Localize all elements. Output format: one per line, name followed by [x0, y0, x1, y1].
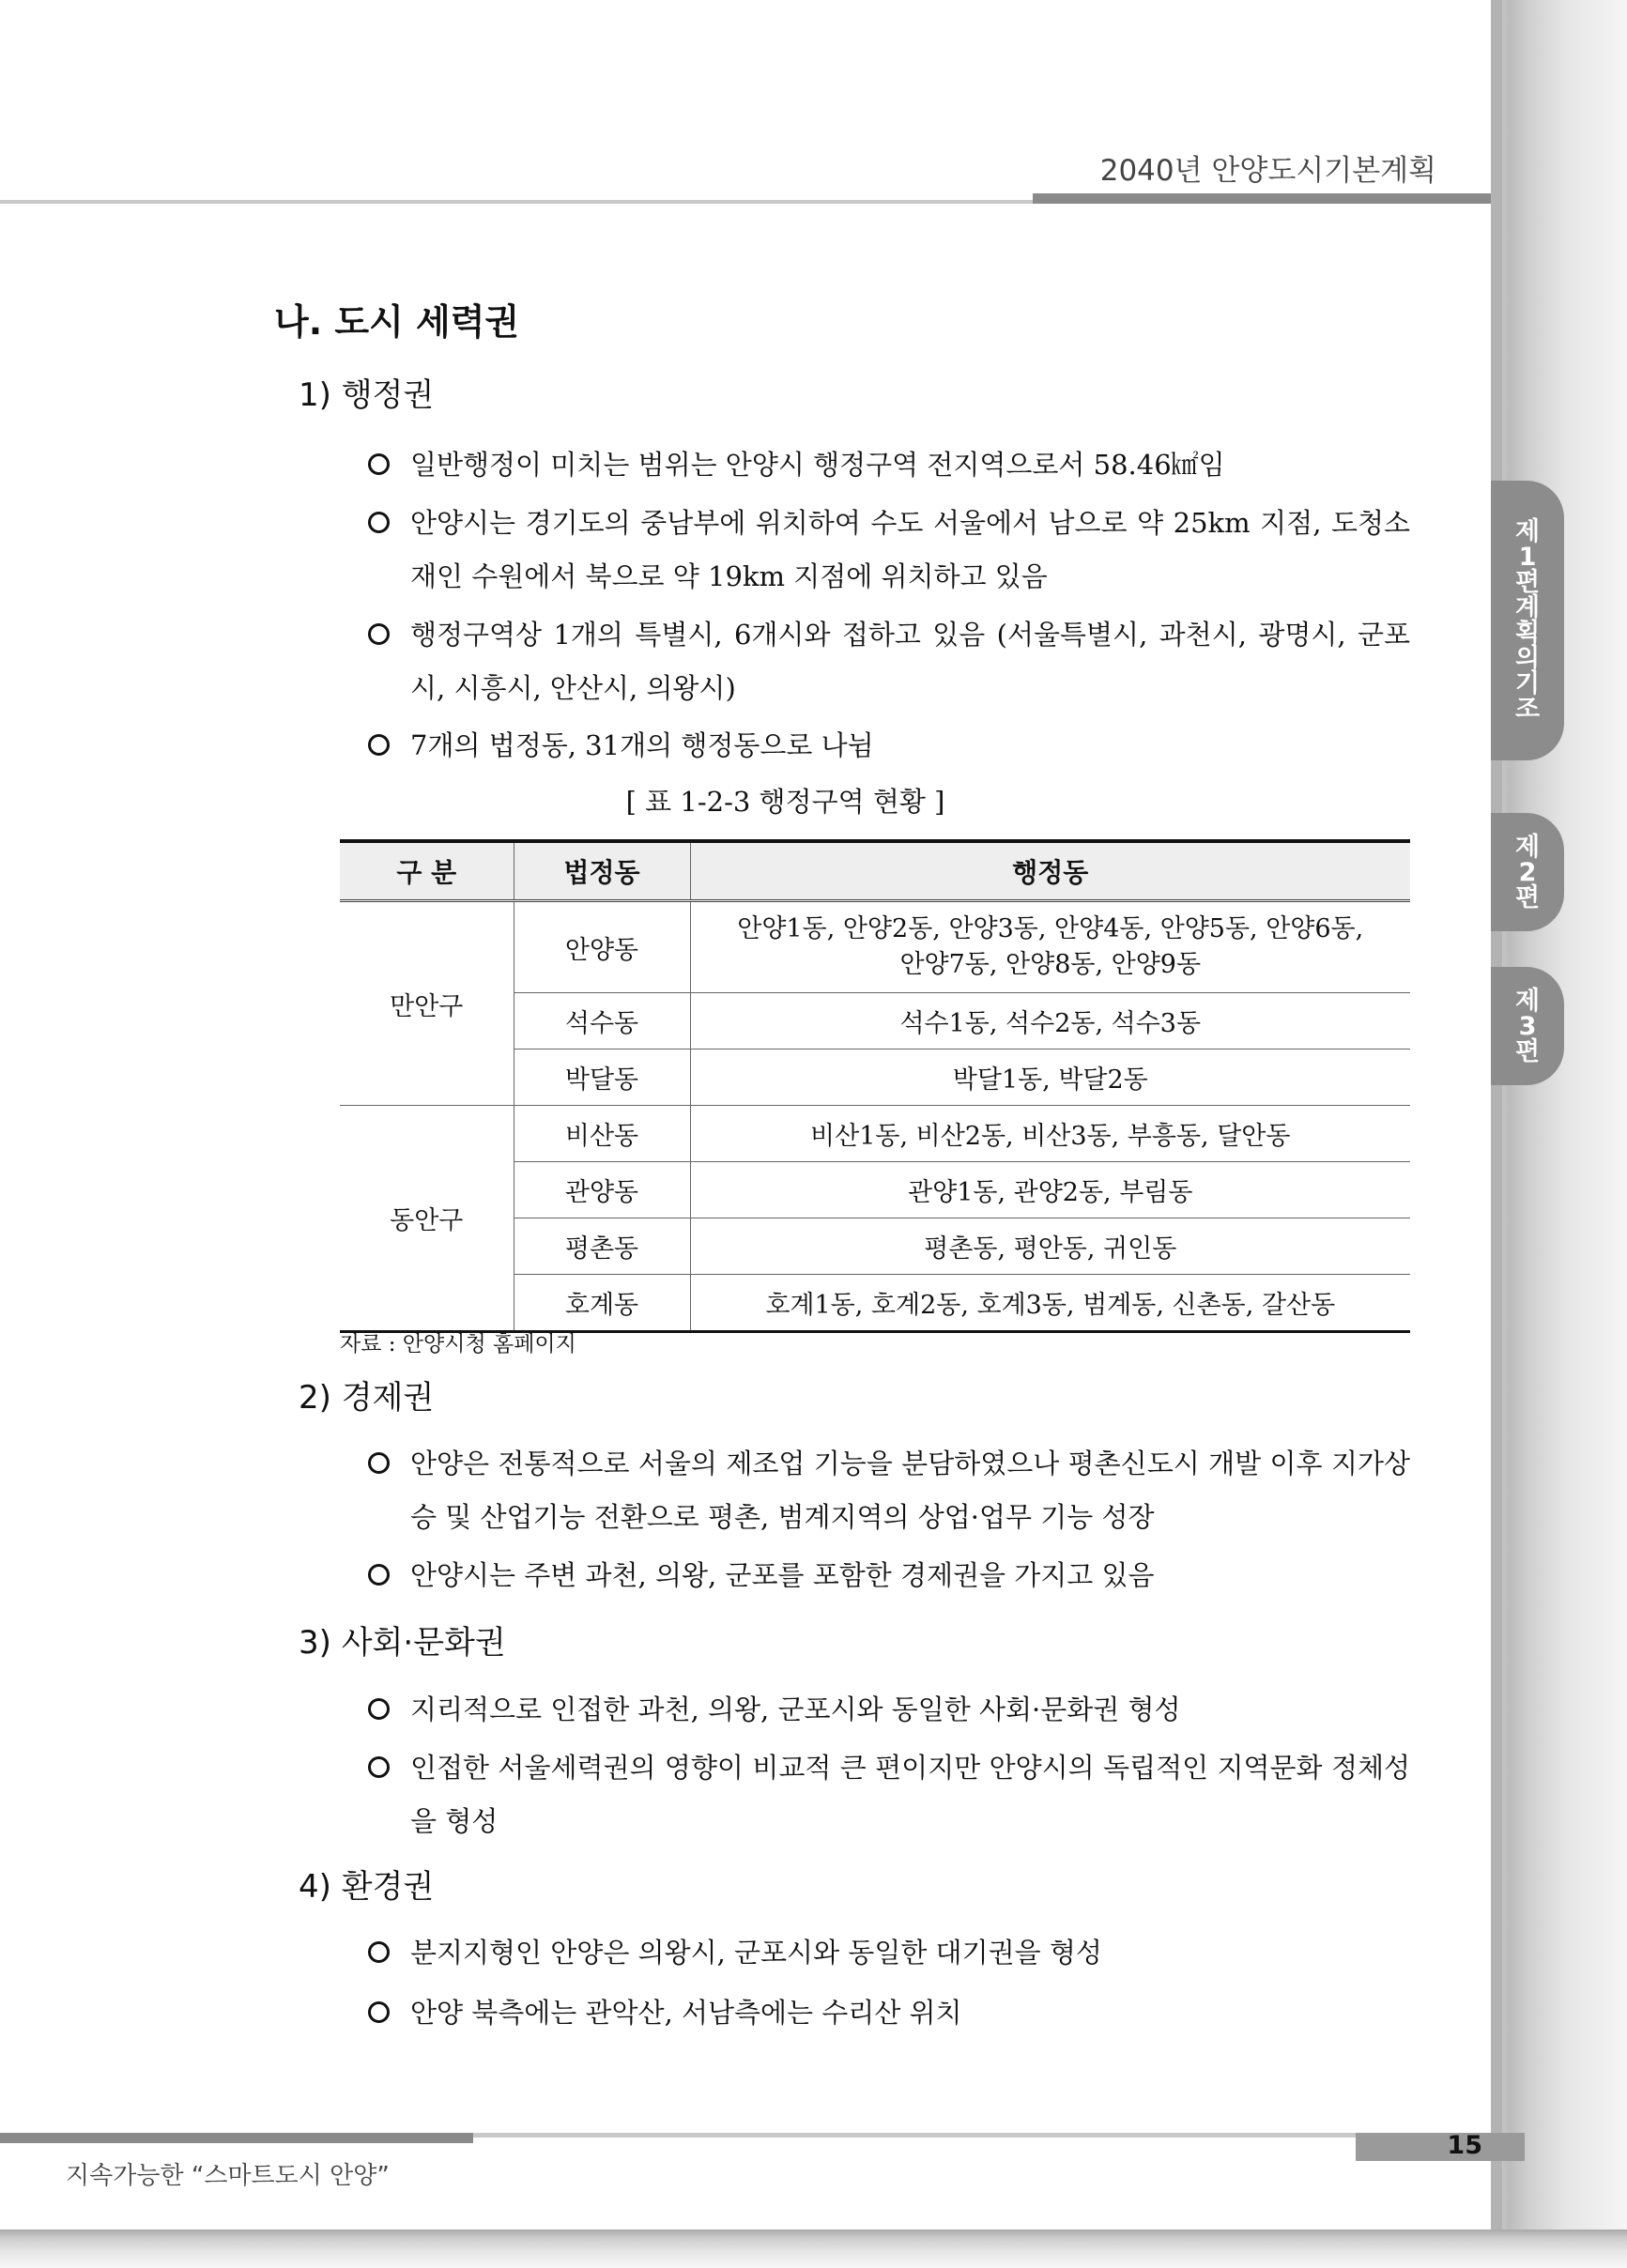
- header-title: 2040년 안양도시기본계획: [1099, 154, 1436, 188]
- table-cell-beop: 평촌동: [514, 1218, 690, 1275]
- table-caption-text: [ 표 1-2-3 행정구역 현황 ]: [625, 786, 945, 818]
- bullet-item: [368, 719, 1410, 773]
- circle-bullet-icon: [368, 512, 390, 533]
- bullet-text: 안양시는 주변 과천, 의왕, 군포를 포함한 경제권을 가지고 있음: [410, 1559, 1155, 1591]
- bullet-item: [368, 608, 1410, 715]
- bullet-item: [368, 1437, 1410, 1544]
- section-heading-economic: 2) 경제권: [299, 1379, 435, 1417]
- circle-bullet-icon: [368, 1452, 390, 1474]
- circle-bullet-icon: [368, 623, 390, 645]
- table-cell-beop: 석수동: [514, 993, 690, 1050]
- table-cell-beop: 비산동: [514, 1106, 690, 1162]
- bullet-text: 일반행정이 미치는 범위는 안양시 행정구역 전지역으로서 58.46㎢임: [410, 449, 1225, 481]
- section-heading-social-cultural: 3) 사회·문화권: [299, 1624, 506, 1662]
- side-tab-part-2-label: 제 2 편: [1514, 832, 1541, 912]
- bullet-text: 안양시는 경기도의 중남부에 위치하여 수도 서울에서 남으로 약 25km 지점, 도청소재인 수원에서 북으로 약 19km 지점에 위치하고 있음: [410, 507, 1410, 592]
- table-cell-gu: 만안구: [340, 901, 514, 1106]
- bullet-text: 분지지형인 안양은 의왕시, 군포시와 동일한 대기권을 형성: [410, 1937, 1102, 1969]
- table-cell-beop: 안양동: [514, 901, 690, 993]
- side-tab-part-2[interactable]: [1491, 813, 1564, 931]
- table-cell-haeng: 비산1동, 비산2동, 비산3동, 부흥동, 달안동: [690, 1106, 1410, 1162]
- table-cell-beop: 박달동: [514, 1050, 690, 1106]
- table-cell-haeng: [690, 901, 1410, 993]
- bullet-item: [368, 1986, 1410, 2040]
- table-cell-haeng: 박달1동, 박달2동: [690, 1050, 1410, 1106]
- header-rule-accent: [1033, 193, 1491, 204]
- table-header-row: [340, 841, 1410, 901]
- bullet-text: 행정구역상 1개의 특별시, 6개시와 접하고 있음 (서울특별시, 과천시, 광명시, 군포시, 시흥시, 안산시, 의왕시): [410, 619, 1410, 704]
- bullet-text: 7개의 법정동, 31개의 행정동으로 나뉨: [410, 729, 874, 761]
- bullet-item: [368, 497, 1410, 604]
- main-heading: 나. 도시 세력권: [274, 301, 520, 343]
- table-cell-haeng: 평촌동, 평안동, 귀인동: [690, 1218, 1410, 1275]
- table-header-cell: 법정동: [514, 841, 690, 901]
- footer-slogan: 지속가능한 “스마트도시 안양”: [66, 2162, 390, 2190]
- footer-rule-accent: [0, 2133, 473, 2143]
- table-row: [340, 1106, 1410, 1162]
- circle-bullet-icon: [368, 2001, 390, 2023]
- admin-district-table: [340, 839, 1410, 1333]
- side-tab-part-3-label: 제 3 편: [1514, 986, 1541, 1066]
- bullet-text: 안양 북측에는 관악산, 서남측에는 수리산 위치: [410, 1997, 962, 2029]
- table-caption: [0, 781, 1627, 820]
- table-source: 자료 : 안양시청 홈페이지: [340, 1332, 576, 1356]
- bullet-item: [368, 1549, 1410, 1602]
- table-cell-haeng-line: 안양7동, 안양8동, 안양9동: [899, 950, 1202, 979]
- bullet-text: 인접한 서울세력권의 영향이 비교적 큰 편이지만 안양시의 독립적인 지역문화 정체성을 형성: [410, 1752, 1410, 1837]
- bullet-text: 안양은 전통적으로 서울의 제조업 기능을 분담하였으나 평촌신도시 개발 이후 지가상승 및 산업기능 전환으로 평촌, 범계지역의 상업·업무 기능 성장: [410, 1448, 1410, 1533]
- bullet-item: [368, 1926, 1410, 1980]
- bullet-item: [368, 1741, 1410, 1848]
- page-edge-shadow-right: [1491, 0, 1627, 2268]
- section-heading-administrative: 1) 행정권: [299, 376, 435, 414]
- bullet-item: [368, 438, 1410, 492]
- page-edge-shadow-bottom: [0, 2230, 1627, 2268]
- table-cell-haeng: 석수1동, 석수2동, 석수3동: [690, 993, 1410, 1050]
- table-cell-beop: 호계동: [514, 1275, 690, 1332]
- table-header-cell: 구 분: [340, 841, 514, 901]
- circle-bullet-icon: [368, 1756, 390, 1778]
- table-cell-haeng-line: 안양1동, 안양2동, 안양3동, 안양4동, 안양5동, 안양6동,: [737, 914, 1364, 943]
- circle-bullet-icon: [368, 1941, 390, 1963]
- table-cell-haeng: 호계1동, 호계2동, 호계3동, 범계동, 신촌동, 갈산동: [690, 1275, 1410, 1332]
- bullet-text: 지리적으로 인접한 과천, 의왕, 군포시와 동일한 사회·문화권 형성: [410, 1693, 1181, 1725]
- circle-bullet-icon: [368, 1564, 390, 1586]
- side-tab-part-3[interactable]: [1491, 967, 1564, 1085]
- section-heading-environmental: 4) 환경권: [299, 1868, 435, 1906]
- circle-bullet-icon: [368, 453, 390, 475]
- table-row: [340, 901, 1410, 993]
- table-cell-beop: 관양동: [514, 1162, 690, 1218]
- page-number: 15: [1447, 2131, 1482, 2160]
- circle-bullet-icon: [368, 1698, 390, 1720]
- table-cell-gu: 동안구: [340, 1106, 514, 1332]
- side-tab-part-1[interactable]: [1491, 481, 1564, 760]
- page-edge-line-right: [1491, 0, 1502, 2268]
- circle-bullet-icon: [368, 734, 390, 756]
- side-tab-part-1-label: 제 1 편 계 획 의 기 조: [1514, 517, 1541, 724]
- bullet-item: [368, 1683, 1410, 1737]
- table-header-cell: 행정동: [690, 841, 1410, 901]
- table-cell-haeng: 관양1동, 관양2동, 부림동: [690, 1162, 1410, 1218]
